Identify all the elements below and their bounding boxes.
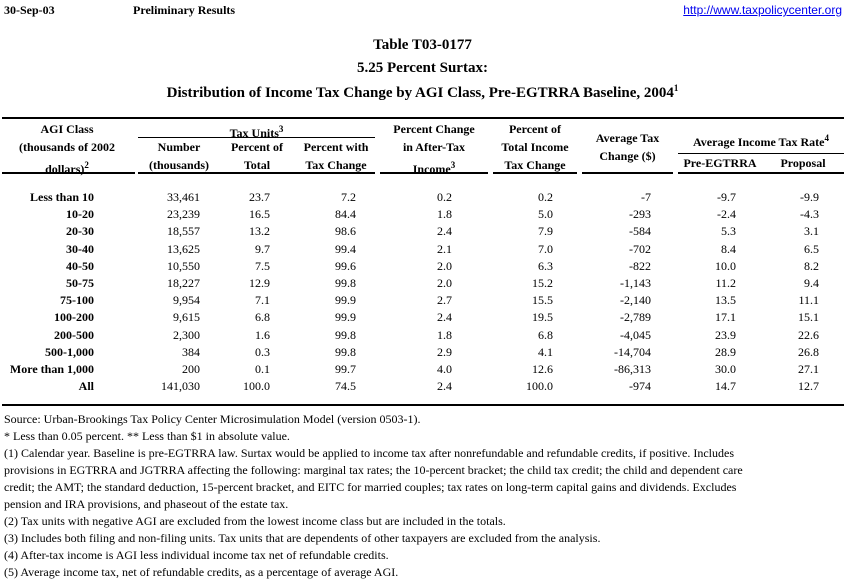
agi-header-line2: (thousands of 2002	[18, 140, 116, 154]
agi-class-label: Less than 10	[29, 190, 94, 204]
agi-class-label: 20-30	[66, 224, 94, 239]
cell-avg-change: -1,143	[620, 276, 651, 290]
cell-pct-total: 13.2	[249, 224, 270, 239]
pct-total-header-line1: Percent of	[230, 140, 284, 154]
cell-pre: 14.7	[715, 379, 736, 394]
cell-after-tax: 1.8	[437, 327, 452, 342]
cell-number: 10,550	[167, 258, 200, 273]
proposal-header: Proposal	[780, 156, 826, 170]
pct-change-header	[294, 138, 378, 174]
cell-number: 23,239	[167, 207, 200, 222]
cell-after-tax: 2.1	[437, 241, 452, 256]
agi-class-label: All	[78, 379, 94, 394]
cell-number: 18,227	[167, 276, 200, 290]
cell-total-change: 15.2	[532, 276, 553, 290]
total-change-header-line1: Percent of	[508, 122, 562, 136]
cell-proposal: 22.6	[798, 327, 819, 342]
total-change-header-line3: Tax Change	[504, 158, 566, 172]
cell-total-change: 15.5	[532, 293, 553, 308]
cell-pct-total: 16.5	[249, 207, 270, 222]
title-footnote: 1	[673, 83, 679, 93]
agi-footnote: 2	[84, 160, 89, 170]
cell-pre: 11.2	[715, 276, 736, 290]
cell-after-tax: 1.8	[437, 207, 452, 222]
cell-proposal: 12.7	[798, 379, 819, 394]
report-date: 30-Sep-03	[4, 3, 55, 17]
footnote-line: pension and IRA provisions, and phaseout of the estate tax.	[4, 497, 289, 511]
cell-proposal: 9.4	[804, 276, 819, 290]
footnote-line: (4) After-tax income is AGI less individual income tax net of refundable credits.	[4, 548, 389, 562]
cell-number: 2,300	[173, 327, 200, 342]
cell-total-change: 7.9	[538, 224, 553, 239]
tax-units-footnote: 3	[278, 124, 284, 134]
cell-proposal: 8.2	[804, 258, 819, 273]
agi-class-label: 30-40	[66, 241, 94, 256]
cell-avg-change: -4,045	[620, 327, 651, 342]
agi-header-line3	[4, 156, 130, 178]
agi-class-label: 200-500	[54, 327, 94, 342]
cell-pct-change: 74.5	[335, 379, 356, 394]
cell-pct-change: 99.7	[335, 362, 356, 376]
cell-number: 33,461	[167, 190, 200, 204]
agi-class-label: 40-50	[66, 258, 94, 273]
cell-after-tax: 2.0	[437, 258, 452, 273]
agi-class-label: More than 1,000	[9, 362, 94, 376]
cell-total-change: 7.0	[538, 241, 553, 256]
cell-avg-change: -2,140	[620, 293, 651, 308]
table-title	[0, 83, 845, 102]
cell-after-tax: 2.4	[437, 379, 452, 394]
footnote-line: * Less than 0.05 percent. ** Less than $1 in absolute value.	[4, 429, 290, 443]
footnote-line: Source: Urban-Brookings Tax Policy Center Microsimulation Model (version 0503-1).	[4, 412, 421, 426]
cell-pre: 8.4	[721, 241, 736, 256]
cell-pct-change: 84.4	[335, 207, 356, 222]
after-tax-header-line3-text: Income	[412, 162, 451, 176]
cell-after-tax: 2.0	[437, 276, 452, 290]
cell-pre: -2.4	[717, 207, 736, 222]
cell-after-tax: 2.4	[437, 224, 452, 239]
pct-total-header	[220, 138, 294, 174]
cell-after-tax: 0.2	[437, 190, 452, 204]
cell-number: 13,625	[167, 241, 200, 256]
cell-proposal: 15.1	[798, 310, 819, 325]
cell-pre: 5.3	[721, 224, 736, 239]
header-top-rule	[2, 117, 844, 119]
cell-total-change: 12.6	[532, 362, 553, 376]
cell-pre: 30.0	[715, 362, 736, 376]
cell-pre: -9.7	[717, 190, 736, 204]
number-header-line2: (thousands)	[148, 158, 210, 172]
cell-pct-total: 100.0	[243, 379, 270, 394]
footnotes	[4, 411, 743, 581]
pre-egtrra-header: Pre-EGTRRA	[683, 156, 757, 170]
agi-class-label: 100-200	[54, 310, 94, 325]
agi-class-label: 500-1,000	[45, 344, 94, 359]
tax-units-text: Tax Units	[229, 126, 279, 140]
cell-pct-total: 0.1	[255, 362, 270, 376]
cell-total-change: 0.2	[538, 190, 553, 204]
cell-proposal: -9.9	[800, 190, 819, 204]
cell-pct-change: 99.9	[335, 310, 356, 325]
table-bottom-rule	[2, 404, 844, 406]
cell-total-change: 100.0	[526, 379, 553, 394]
agi-class-label: 10-20	[66, 207, 94, 222]
cell-avg-change: -14,704	[614, 344, 651, 359]
number-header-line1: Number	[157, 140, 201, 154]
cell-avg-change: -702	[629, 241, 651, 256]
footnote-line: credit; the AMT; the standard deduction, 15-percent bracket, and EITC for married couples; tax rates on long-term capital gains and dividends. Excludes	[4, 480, 737, 494]
cell-after-tax: 2.7	[437, 293, 452, 308]
cell-avg-change: -7	[641, 190, 651, 204]
footnote-line: (5) Average income tax, net of refundable credits, as a percentage of average AGI.	[4, 565, 399, 579]
cell-after-tax: 2.4	[437, 310, 452, 325]
total-change-header-line2: Total Income	[501, 140, 569, 154]
cell-pct-total: 7.5	[255, 258, 270, 273]
avg-rate-text: Average Income Tax Rate	[693, 135, 825, 149]
avg-rate-footnote: 4	[824, 133, 829, 143]
cell-pct-change: 99.8	[335, 276, 356, 290]
number-header	[138, 138, 220, 174]
cell-proposal: -4.3	[800, 207, 819, 222]
cell-pct-change: 99.9	[335, 293, 356, 308]
cell-pre: 23.9	[715, 327, 736, 342]
header-bottom-rule-6	[678, 172, 844, 174]
cell-total-change: 5.0	[538, 207, 553, 222]
cell-pct-change: 99.8	[335, 327, 356, 342]
cell-total-change: 19.5	[532, 310, 553, 325]
cell-proposal: 3.1	[804, 224, 819, 239]
footnote-line: (3) Includes both filing and non-filing units. Tax units that are dependents of other taxpayers are excluded from the analysis.	[4, 531, 601, 545]
cell-pct-total: 7.1	[255, 293, 270, 308]
cell-number: 9,615	[173, 310, 200, 325]
cell-pct-change: 99.6	[335, 258, 356, 273]
after-tax-header-line2: in After-Tax	[402, 140, 466, 154]
cell-number: 141,030	[161, 379, 200, 394]
cell-proposal: 27.1	[798, 362, 819, 376]
after-tax-header-line1: Percent Change	[393, 122, 475, 136]
total-change-header	[493, 120, 577, 174]
cell-pct-total: 6.8	[255, 310, 270, 325]
cell-proposal: 6.5	[804, 241, 819, 256]
cell-number: 18,557	[167, 224, 200, 239]
cell-avg-change: -974	[629, 379, 651, 394]
pct-change-header-line2: Tax Change	[305, 158, 367, 172]
cell-total-change: 4.1	[538, 344, 553, 359]
cell-after-tax: 2.9	[437, 344, 452, 359]
agi-header-line1: AGI Class	[40, 122, 94, 136]
pct-change-header-line1: Percent with	[303, 140, 369, 154]
cell-number: 200	[182, 362, 200, 376]
footnote-line: (1) Calendar year. Baseline is pre-EGTRRA law. Surtax would be applied to income tax after nonrefundable and refundable credits, if positive. Includes	[4, 446, 734, 460]
cell-total-change: 6.8	[538, 327, 553, 342]
table-subtitle: 5.25 Percent Surtax:	[357, 60, 488, 76]
cell-pct-total: 9.7	[255, 241, 270, 256]
agi-class-label: 50-75	[66, 276, 94, 290]
agi-header-line3-text: dollars)	[45, 162, 85, 176]
cell-pct-change: 99.4	[335, 241, 356, 256]
cell-avg-change: -293	[629, 207, 651, 222]
cell-avg-change: -584	[629, 224, 651, 239]
cell-after-tax: 4.0	[437, 362, 452, 376]
after-tax-footnote: 3	[450, 160, 456, 170]
cell-pct-change: 7.2	[341, 190, 356, 204]
avg-change-header-line1: Average Tax	[595, 131, 660, 145]
cell-pct-total: 12.9	[249, 276, 270, 290]
cell-pre: 10.0	[715, 258, 736, 273]
cell-avg-change: -822	[629, 258, 651, 273]
cell-number: 384	[182, 344, 200, 359]
cell-pct-change: 99.8	[335, 344, 356, 359]
header-bottom-rule-5	[582, 172, 673, 174]
cell-pre: 28.9	[715, 344, 736, 359]
after-tax-header	[380, 120, 488, 178]
cell-pct-total: 1.6	[255, 327, 270, 342]
footnote-line: provisions in EGTRRA and JGTRRA affecting the following: marginal tax rates; the 10-percent bracket; the child tax credit; the child and dependent care	[4, 463, 743, 477]
avg-change-header	[582, 129, 673, 165]
table-id: Table T03-0177	[373, 37, 472, 53]
pct-total-header-line2: Total	[243, 158, 271, 172]
after-tax-header-line3	[380, 156, 488, 178]
footnote-line: (2) Tax units with negative AGI are excluded from the lowest income class but are included in the totals.	[4, 514, 506, 528]
cell-number: 9,954	[173, 293, 200, 308]
report-status: Preliminary Results	[133, 3, 236, 17]
avg-change-header-line2: Change ($)	[599, 149, 656, 163]
cell-pct-total: 23.7	[249, 190, 270, 204]
cell-avg-change: -86,313	[614, 362, 651, 376]
cell-total-change: 6.3	[538, 258, 553, 273]
agi-class-header	[4, 120, 130, 178]
agi-class-label: 75-100	[60, 293, 94, 308]
cell-proposal: 26.8	[798, 344, 819, 359]
cell-proposal: 11.1	[798, 293, 819, 308]
website-link[interactable]: http://www.taxpolicycenter.org	[683, 3, 842, 17]
cell-avg-change: -2,789	[620, 310, 651, 325]
cell-pct-change: 98.6	[335, 224, 356, 239]
cell-pre: 13.5	[715, 293, 736, 308]
cell-pre: 17.1	[715, 310, 736, 325]
avg-rate-header	[678, 129, 844, 151]
table-title-text: Distribution of Income Tax Change by AGI Class, Pre-EGTRRA Baseline, 2004	[166, 85, 674, 101]
cell-pct-total: 0.3	[255, 344, 270, 359]
